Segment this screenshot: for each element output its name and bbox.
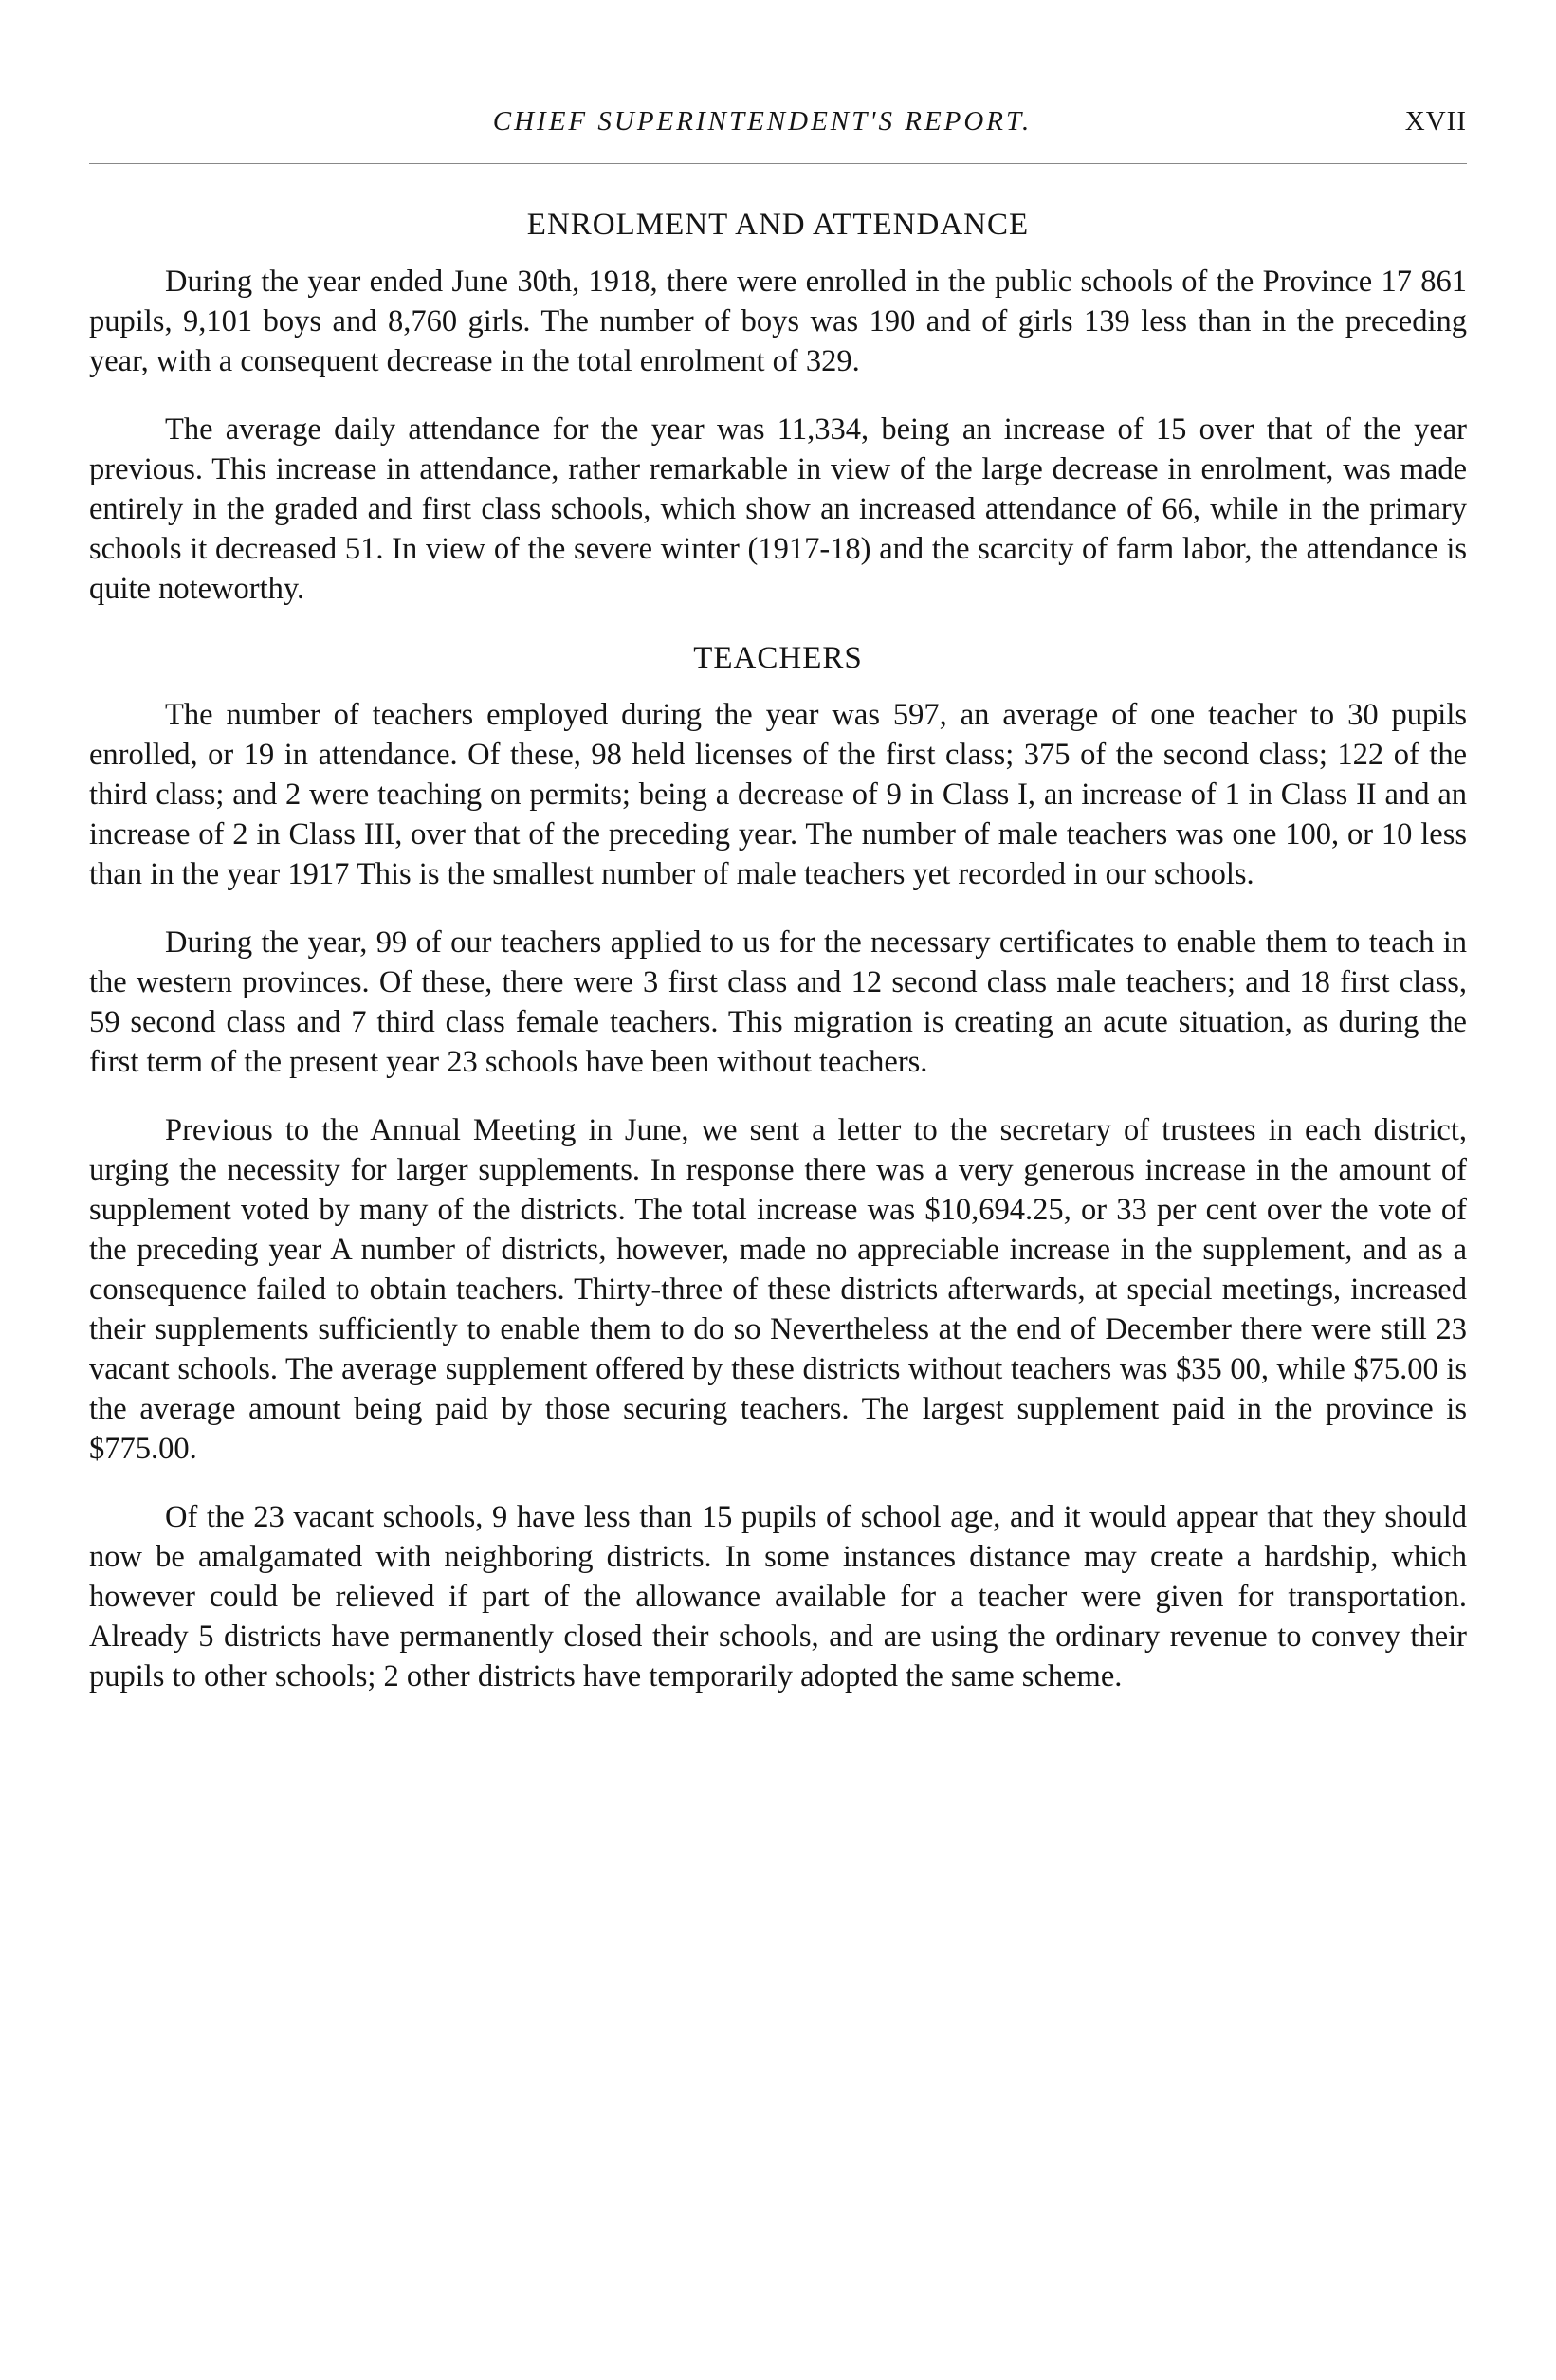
running-title: CHIEF SUPERINTENDENT'S REPORT. — [492, 106, 1033, 137]
header-rule — [89, 163, 1467, 164]
section-teachers — [89, 641, 1467, 1696]
running-header — [89, 106, 1467, 150]
paragraph: Previous to the Annual Meeting in June, we sent a letter to the secretary of trustees in each district, urging the necessity for larger supplements. In response there was a very generous increase in the amount of supplement voted by many of the districts. The total increase was $10,694.25, or 33 per cent over the vote of the preceding year A number of districts, however, made no appreciable increase in the supplement, and as a consequence failed to obtain teachers. Thirty-three of these districts afterwards, at special meetings, increased their supplements sufficiently to enable them to do so Nevertheless at the end of December there were still 23 vacant schools. The average supplement offered by these districts without teachers was $35 00, while $75.00 is the average amount being paid by those securing teachers. The largest supplement paid in the province is $775.00. — [89, 1113, 1467, 1466]
page-number: XVII — [1404, 106, 1467, 137]
paragraph: The average daily attendance for the year was 11,334, being an increase of 15 over that of the year previous. This increase in attendance, rather remarkable in view of the large decrease in enrolment, was made entirely in the graded and first class schools, which show an increased attendance of 66, while in the primary schools it decreased 51. In view of the severe winter (1917-18) and the scarcity of farm labor, the attendance is quite noteworthy. — [89, 412, 1467, 606]
section-heading: ENROLMENT AND ATTENDANCE — [526, 208, 1030, 242]
paragraph: Of the 23 vacant schools, 9 have less than 15 pupils of school age, and it would appear that they should now be amalgamated with neighboring districts. In some instances distance may create a hardship, which however could be relieved if part of the allowance available for a teacher were given for transportation. Already 5 districts have permanently closed their schools, and are using the ordinary revenue to convey their pupils to other schools; 2 other districts have temporarily adopted the same scheme. — [89, 1500, 1467, 1693]
section-heading: TEACHERS — [693, 641, 863, 675]
paragraph: The number of teachers employed during the year was 597, an average of one teacher to 30 pupils enrolled, or 19 in attendance. Of these, 98 held licenses of the first class; 375 of the second class; 122 of the third class; and 2 were teaching on permits; being a decrease of 9 in Class I, an increase of 1 in Class II and an increase of 2 in Class III, over that of the preceding year. The number of male teachers was one 100, or 10 less than in the year 1917 This is the smallest number of male teachers yet recorded in our schools. — [89, 698, 1467, 891]
paragraph: During the year ended June 30th, 1918, there were enrolled in the public schools of the Province 17 861 pupils, 9,101 boys and 8,760 girls. The number of boys was 190 and of girls 139 less than in the preceding year, with a consequent decrease in the total enrolment of 329. — [89, 265, 1467, 378]
section-enrolment-attendance — [89, 208, 1467, 609]
paragraph: During the year, 99 of our teachers applied to us for the necessary certificates to enable them to teach in the western provinces. Of these, there were 3 first class and 12 second class male teachers; and 18 first class, 59 second class and 7 third class female teachers. This migration is creating an acute situation, as during the first term of the present year 23 schools have been without teachers. — [89, 925, 1467, 1079]
